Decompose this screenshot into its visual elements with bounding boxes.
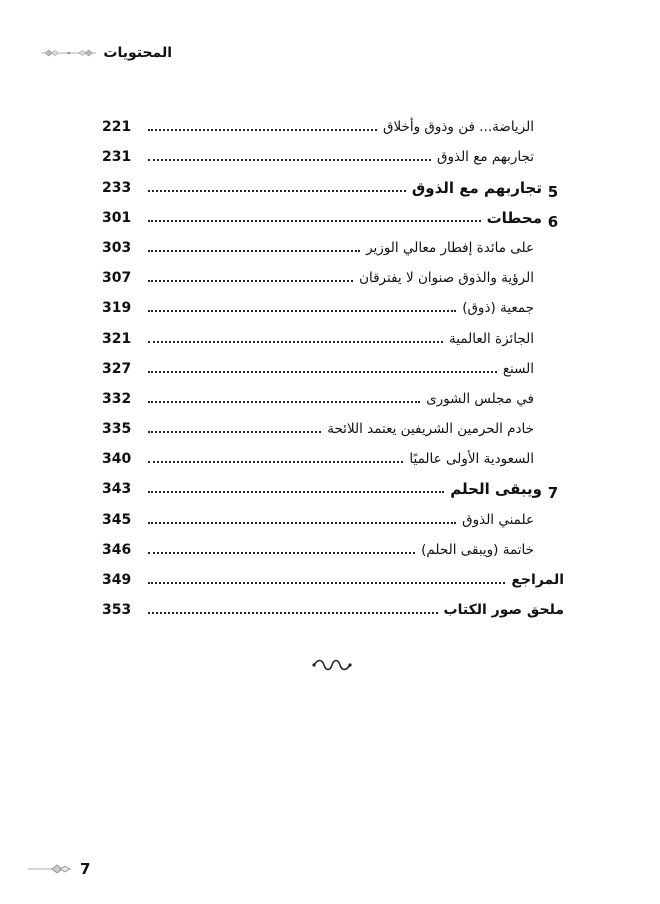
toc-entry-title — [421, 541, 564, 563]
dot-leader — [148, 159, 431, 161]
toc-entry-title — [437, 148, 564, 170]
toc-page-number: 332 — [102, 390, 132, 407]
toc-page-number: 307 — [102, 270, 132, 287]
toc-entry — [102, 533, 564, 563]
section-divider-icon — [312, 658, 352, 672]
toc-page-number: 340 — [102, 451, 132, 468]
toc-entry-label: علمني الذوق — [462, 511, 534, 528]
page-number: 7 — [80, 860, 91, 878]
toc-page-number: 221 — [102, 119, 132, 136]
header-title: المحتويات — [103, 45, 172, 61]
dot-leader — [148, 190, 406, 192]
toc-page-number: 345 — [102, 511, 132, 528]
toc-entry — [102, 563, 564, 593]
toc-entry-title — [327, 420, 564, 442]
toc-entry-title — [462, 511, 564, 533]
toc-entry — [102, 140, 564, 170]
header-ornament-icon — [40, 45, 97, 61]
toc-entry — [102, 382, 564, 412]
toc-entry — [102, 593, 564, 623]
toc-entry-title — [412, 179, 542, 201]
toc-entry-label: الرؤية والذوق صنوان لا يفترقان — [359, 270, 534, 287]
toc-entry-label: في مجلس الشورى — [426, 390, 534, 407]
running-header — [40, 40, 172, 66]
dot-leader — [148, 341, 443, 343]
toc-page-number: 343 — [102, 481, 132, 498]
toc-entry-title — [487, 209, 542, 231]
toc-entry-title — [383, 118, 564, 140]
chapter-number: 6 — [547, 212, 559, 231]
toc-entry-label: جمعية (ذوق) — [462, 300, 534, 317]
toc-page-number: 301 — [102, 209, 132, 226]
footer-ornament-icon — [28, 863, 72, 875]
toc-entry-title — [462, 299, 564, 321]
toc-entry — [102, 442, 564, 472]
dot-leader — [148, 582, 505, 584]
toc-entry — [102, 201, 564, 231]
toc-entry-title — [409, 450, 564, 472]
toc-entry-label: المراجع — [511, 572, 564, 588]
table-of-contents — [102, 110, 564, 623]
toc-entry-label: الرياضة... فن وذوق وأخلاق — [382, 119, 534, 136]
toc-entry-title — [426, 390, 564, 412]
page-footer — [28, 860, 98, 878]
toc-page-number: 321 — [102, 330, 132, 347]
dot-leader — [148, 310, 456, 312]
toc-page-number: 303 — [102, 239, 132, 256]
toc-entry-title — [449, 330, 564, 352]
toc-page-number: 349 — [102, 572, 132, 588]
dot-leader — [148, 461, 403, 463]
toc-page-number: 231 — [102, 149, 132, 166]
dot-leader — [148, 371, 497, 373]
toc-page-number: 346 — [102, 541, 132, 558]
toc-entry-label: ويبقى الحلم — [450, 480, 542, 499]
toc-entry-title — [503, 360, 564, 382]
dot-leader — [148, 491, 444, 493]
toc-entry — [102, 352, 564, 382]
toc-entry-label: تجاربهم مع الذوق — [436, 149, 534, 166]
toc-entry — [102, 261, 564, 291]
toc-entry — [102, 321, 564, 351]
dot-leader — [148, 401, 420, 403]
toc-entry-title — [359, 269, 564, 291]
toc-entry-label: ملحق صور الكتاب — [443, 602, 564, 619]
toc-entry — [102, 291, 564, 321]
toc-page-number: 233 — [102, 179, 132, 196]
toc-entry-label: الجائزة العالمية — [449, 330, 534, 347]
chapter-number: 7 — [547, 484, 559, 503]
toc-entry-label: خادم الحرمين الشريفين يعتمد اللائحة — [327, 421, 534, 438]
toc-entry-label: محطات — [486, 208, 542, 227]
toc-page-number: 319 — [102, 300, 132, 317]
toc-page-number: 335 — [102, 421, 132, 438]
toc-entry-label: تجاربهم مع الذوق — [411, 178, 542, 197]
toc-entry — [102, 110, 564, 140]
toc-page-number: 353 — [102, 602, 132, 619]
dot-leader — [148, 280, 353, 282]
toc-entry-label: على مائدة إفطار معالي الوزير — [366, 239, 534, 256]
toc-entry-label: خاتمة (ويبقى الحلم) — [421, 541, 534, 558]
dot-leader — [148, 522, 456, 524]
toc-entry — [102, 231, 564, 261]
dot-leader — [148, 552, 415, 554]
toc-entry — [102, 170, 564, 200]
toc-entry — [102, 502, 564, 532]
toc-entry-label: السعودية الأولى عالميًا — [409, 451, 534, 468]
toc-entry — [102, 412, 564, 442]
dot-leader — [148, 431, 321, 433]
dot-leader — [148, 129, 377, 131]
chapter-number: 5 — [547, 182, 559, 201]
toc-page-number: 327 — [102, 360, 132, 377]
toc-entry-label: السنع — [502, 360, 534, 377]
dot-leader — [148, 250, 360, 252]
toc-entry-title — [444, 601, 564, 623]
toc-entry — [102, 472, 564, 502]
toc-entry-title — [511, 571, 564, 593]
toc-entry-title — [450, 480, 542, 502]
dot-leader — [148, 220, 481, 222]
dot-leader — [148, 612, 438, 614]
toc-entry-title — [366, 239, 564, 261]
